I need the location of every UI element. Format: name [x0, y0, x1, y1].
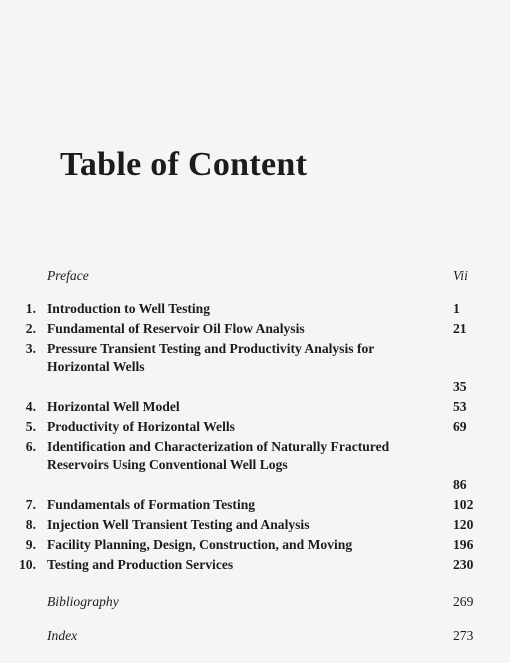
entry-title-continued: Horizontal Wells	[47, 359, 145, 374]
entry-title: Facility Planning, Design, Construction, and Moving	[47, 537, 353, 552]
toc-entry-preface[interactable]	[0, 268, 510, 288]
entry-number: 10.	[19, 557, 36, 572]
entry-title: Identification and Characterization of Naturally Fractured	[47, 439, 390, 454]
entry-page: 269	[453, 594, 474, 609]
toc-entry-6[interactable]	[0, 439, 510, 459]
entry-number: 1.	[25, 301, 36, 316]
entry-number: 5.	[25, 419, 36, 434]
entry-title: Pressure Transient Testing and Productivity Analysis for	[47, 341, 375, 356]
entry-page: 1	[453, 301, 460, 316]
entry-title: Index	[47, 628, 78, 643]
entry-page: Vii	[453, 268, 468, 283]
entry-number: 2.	[25, 321, 36, 336]
toc-entry-2[interactable]	[0, 321, 510, 341]
entry-page: 273	[453, 628, 474, 643]
entry-title: Bibliography	[47, 594, 119, 609]
entry-title: Fundamental of Reservoir Oil Flow Analysis	[47, 321, 305, 336]
toc-entry-4[interactable]	[0, 399, 510, 419]
entry-page: 35	[453, 379, 467, 394]
toc-entry-9[interactable]	[0, 537, 510, 557]
entry-title: Injection Well Transient Testing and Analysis	[47, 517, 310, 532]
entry-page: 86	[453, 477, 467, 492]
entry-title: Testing and Production Services	[47, 557, 234, 572]
entry-page: 102	[453, 497, 474, 512]
entry-title: Horizontal Well Model	[47, 399, 180, 414]
entry-title-continued: Reservoirs Using Conventional Well Logs	[47, 457, 288, 472]
entry-number: 6.	[25, 439, 36, 454]
toc-entry-8[interactable]	[0, 517, 510, 537]
entry-number: 8.	[25, 517, 36, 532]
entry-number: 9.	[25, 537, 36, 552]
entry-number: 7.	[25, 497, 36, 512]
entry-title: Fundamentals of Formation Testing	[47, 497, 256, 512]
spacer	[0, 380, 510, 381]
entry-title: Introduction to Well Testing	[47, 301, 211, 316]
page-title: Table of Content	[60, 146, 308, 183]
entry-title: Productivity of Horizontal Wells	[47, 419, 235, 434]
entry-page: 230	[453, 557, 474, 572]
toc-entry-7[interactable]	[0, 497, 510, 517]
toc-entry-6-continued[interactable]	[0, 457, 510, 477]
toc-entry-1[interactable]	[0, 301, 510, 321]
toc-entry-3[interactable]	[0, 341, 510, 361]
toc-entry-10[interactable]	[0, 557, 510, 577]
toc-entry-5[interactable]	[0, 419, 510, 439]
entry-number: 3.	[25, 341, 36, 356]
toc-entry-index[interactable]	[0, 628, 510, 648]
toc-entry-6-page	[0, 477, 510, 497]
entry-page: 69	[453, 419, 467, 434]
toc-entry-bibliography[interactable]	[0, 594, 510, 614]
entry-number: 4.	[25, 399, 36, 414]
entry-page: 196	[453, 537, 474, 552]
entry-page: 53	[453, 399, 467, 414]
entry-page: 21	[453, 321, 467, 336]
toc-entry-3-page	[0, 361, 510, 394]
entry-page: 120	[453, 517, 474, 532]
entry-title: Preface	[47, 268, 89, 283]
